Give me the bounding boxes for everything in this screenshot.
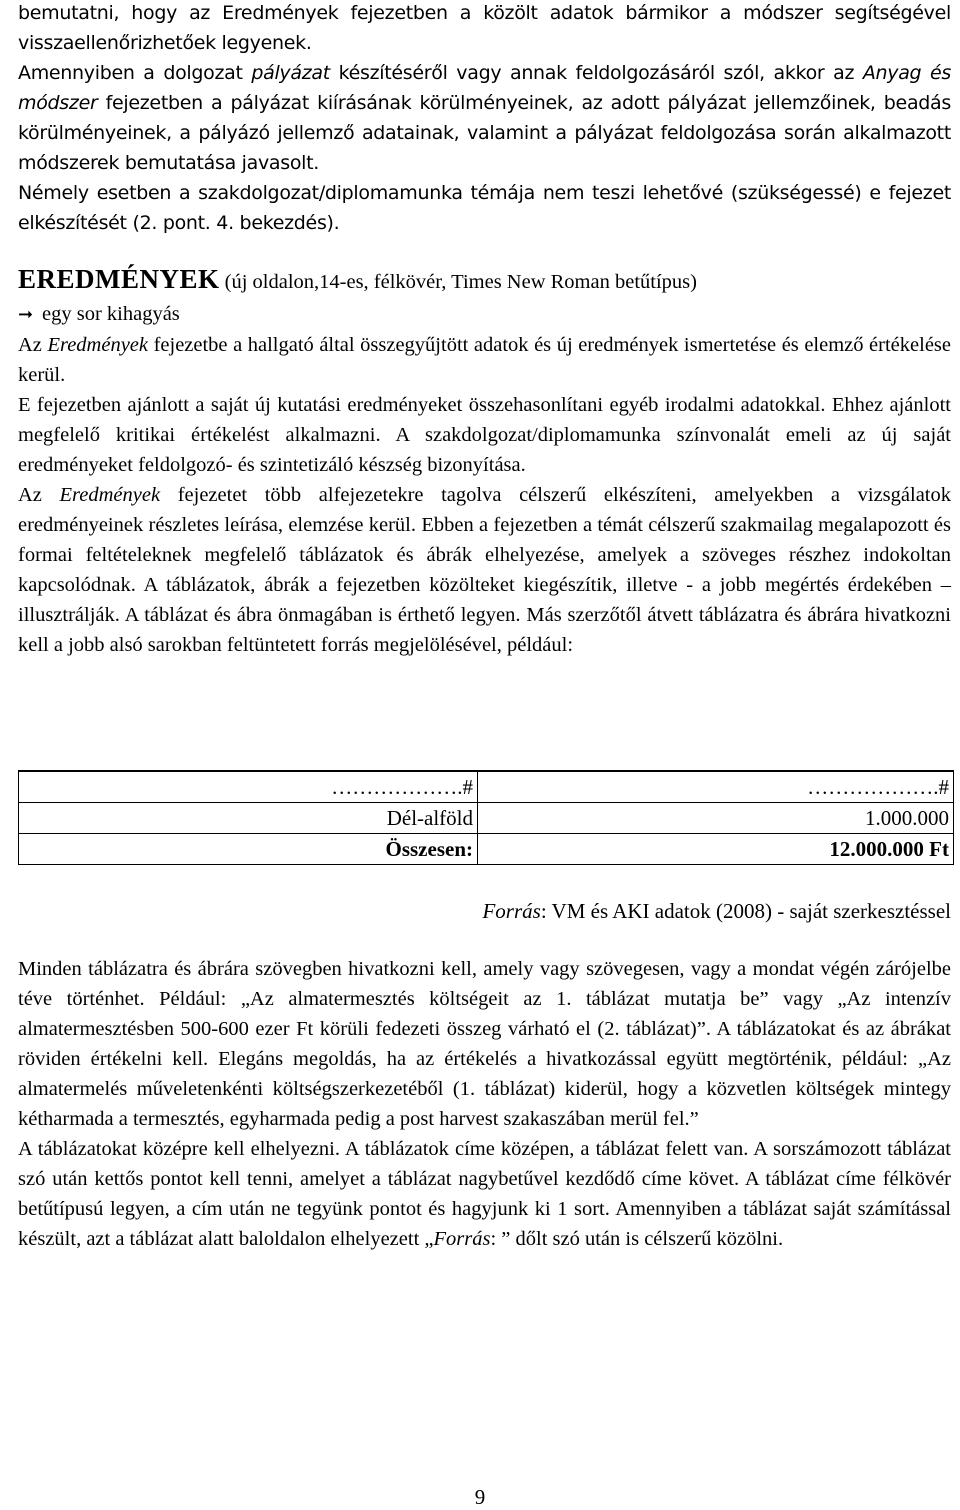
table-cell: ……………….# [19,771,478,803]
intro-paragraph-1 [18,0,951,58]
table-cell: 1.000.000 [478,803,954,834]
table-cell: Dél-alföld [19,803,478,834]
section-heading [18,262,951,299]
body-paragraph-5: A táblázatokat középre kell elhelyezni. A táblázatok címe középen, a táblázat felett van. A sorszámozott táblázat szó után kettős pontot kell tenni, amelyet a táblázat nagybetűvel kezdődő címe követ. A táblázat címe félkövér betűtípusú legyen, a cím után ne tegyünk pontot és hagyjunk ki 1 sort. Amennyiben a táblázat saját számítással készült, azt a táblázat alatt baloldalon elhelyezett „Forrás: ” dőlt szó után is célszerű közölni. [18,1138,951,1250]
page-number: 9 [474,1485,486,1509]
body-paragraph-2: E fejezetben ajánlott a saját új kutatási eredményeket összehasonlítani egyéb irodalmi adatokkal. Ehhez ajánlott megfelelő kritikai értékelést alkalmazni. A szakdolgozat/diplomamunka színvonalát emeli az új saját eredményeket feldolgozó- és szintetizáló készség bizonyítása. [18,394,951,476]
table-total-label: Összesen: [19,834,478,865]
emphasis-anyag-es-modszer: Anyag és módszer [18,62,951,114]
section-title: EREDMÉNYEK [18,264,220,294]
skip-line-note: ➞ egy sor kihagyás [18,299,951,330]
document-page [18,0,951,1250]
table-row [19,771,954,803]
section-format-note: (új oldalon,14-es, félkövér, Times New Roman betűtípus) [219,271,697,293]
body-paragraph-1: Az Eredmények fejezetbe a hallgató által összegyűjtött adatok és új eredmények ismertetése és elemző értékelése kerül. [18,334,951,386]
emphasis-palyazat: pályázat [251,62,330,84]
arrow-right-icon: ➞ [18,304,34,325]
table-total-value: 12.000.000 Ft [478,834,954,865]
body-section-2 [18,954,951,1254]
table-cell: ……………….# [478,771,954,803]
intro-paragraph-2: Amennyiben a dolgozat pályázat készítéséről vagy annak feldolgozásáról szól, akkor az Anyag és módszer fejezetben a pályázat kiírásának körülményeinek, az adott pályázat jellemzőinek, beadás körülményeinek, a pályázó jellemző adatainak, valamint a pályázat feldolgozása során alkalmazott módszerek bemutatása javasolt. [18,62,951,174]
intro-line-1: bemutatni, hogy az Eredmények fejezetben a közölt adatok bármikor a módszer segítségével visszaellenőrizhetőek legyenek. [18,2,951,54]
table-source: Forrás: VM és AKI adatok (2008) - saját szerkesztéssel [482,899,951,923]
intro-paragraph-3: Némely esetben a szakdolgozat/diplomamunka témája nem teszi lehetővé (szükségessé) e fejezet elkészítését (2. pont. 4. bekezdés). [18,182,951,234]
body-paragraph-4: Minden táblázatra és ábrára szövegben hivatkozni kell, amely vagy szövegesen, vagy a mondat végén zárójelbe téve történhet. Például: „Az almatermesztés költségeit az 1. táblázat mutatja be” vagy „Az intenzív almatermesztésben 500-600 ezer Ft körüli fedezeti összeg várható el (2. táblázat)”. A táblázatokat és az ábrákat röviden értékelni kell. Elegáns megoldás, ha az értékelés a hivatkozással együtt megtörténik, például: „Az almatermelés műveletenkénti költségszerkezetéből (1. táblázat) kiderül, hogy a közvetlen költségek mintegy kétharmada a termesztés, egyharmada pedig a post harvest szakaszában merül fel.” [18,958,951,1130]
table-row [19,803,954,834]
example-table [18,770,954,865]
body-paragraph-3: Az Eredmények fejezetet több alfejezetekre tagolva célszerű elkészíteni, amelyekben a vizsgálatok eredményeinek részletes leírása, elemzése kerül. Ebben a fejezetben a témát célszerű szakmailag megalapozott és formai feltételeknek megfelelő táblázatok és ábrák elhelyezése, amelyek a szöveges részhez indokoltan kapcsolódnak. A táblázatok, ábrák a fejezetben közölteket kiegészítik, illetve - a jobb megértés érdekében – illusztrálják. A táblázat és ábra önmagában is érthető legyen. Más szerzőtől átvett táblázatra és ábrára hivatkozni kell a jobb alsó sarokban feltüntetett forrás megjelölésével, például: [18,484,951,656]
table-row [19,834,954,865]
